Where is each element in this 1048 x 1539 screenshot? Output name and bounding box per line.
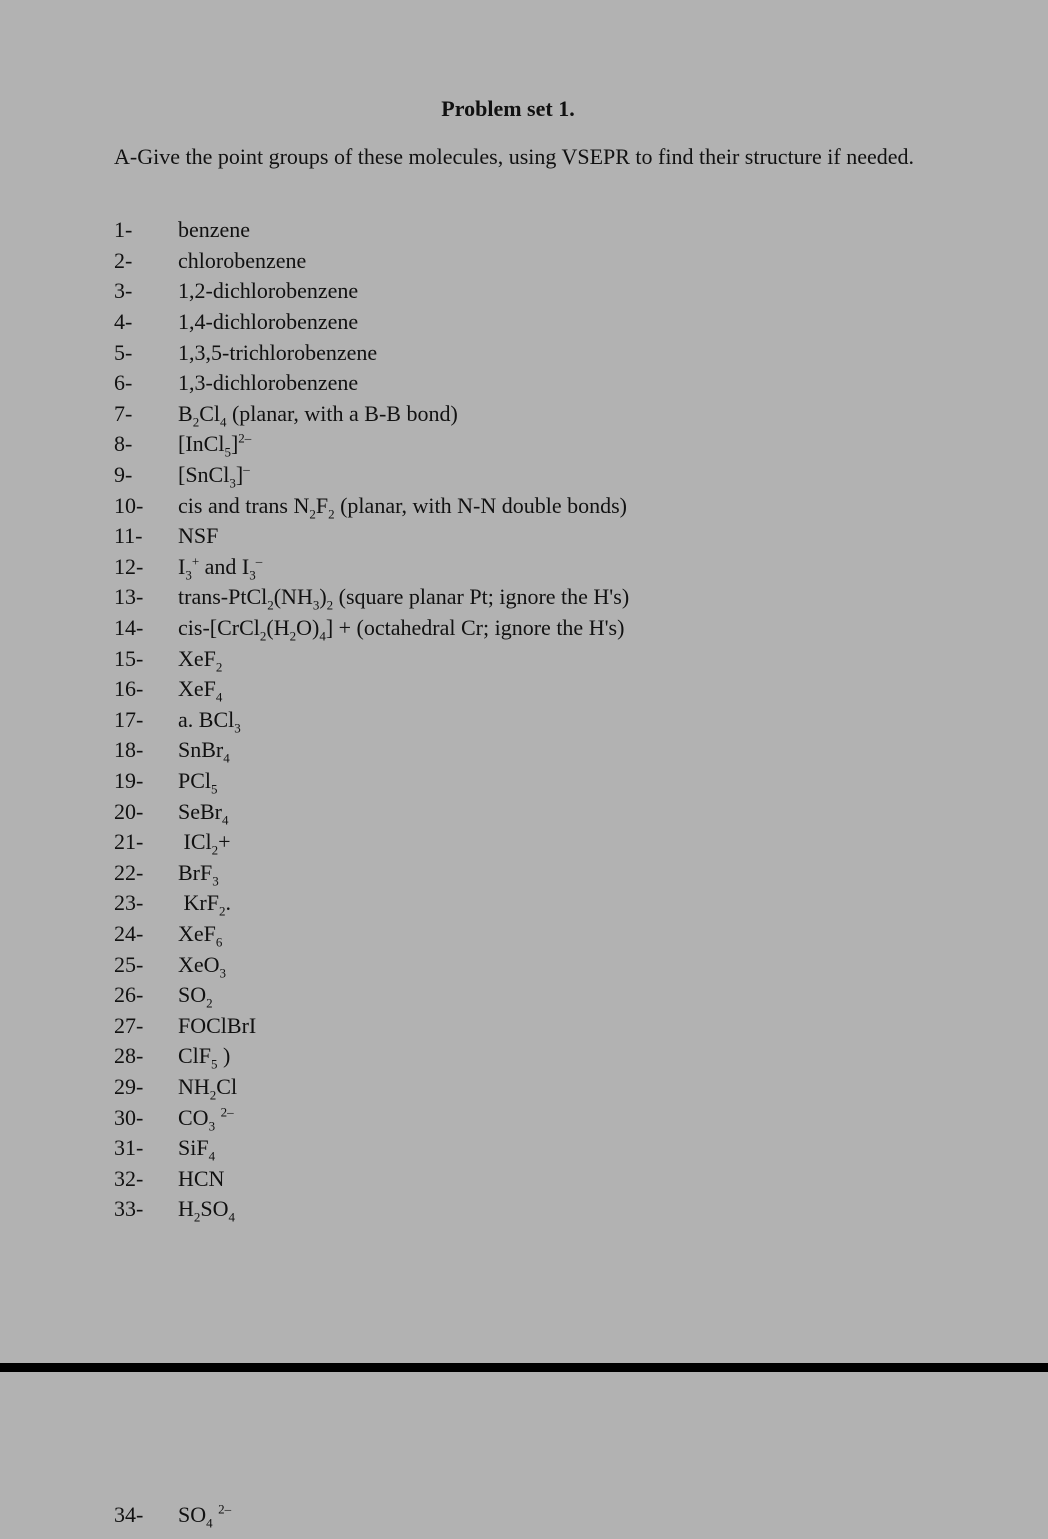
item-number: 19- (114, 767, 144, 793)
item-formula: trans-$PtCl_2(NH_3)_2$ (square planar Pt; ignore the H's) (178, 584, 630, 613)
molecule-list-continued (114, 1500, 974, 1531)
item-number: 34- (114, 1502, 144, 1528)
list-item (114, 1102, 974, 1133)
item-number: 11- (114, 523, 143, 549)
list-item (114, 307, 974, 338)
item-formula: PCl$_5$ (178, 767, 218, 797)
item-formula: $CO_3$ $^{2-}$ (178, 1104, 234, 1133)
item-formula: 1,2-dichlorobenzene (178, 278, 359, 304)
item-number: 10- (114, 492, 144, 518)
item-formula: chlorobenzene (178, 247, 307, 273)
item-formula: 1,3-dichlorobenzene (178, 370, 359, 396)
item-number: 16- (114, 676, 144, 702)
list-item (114, 1500, 974, 1531)
item-number: 15- (114, 645, 144, 671)
item-formula: ClF$_5$ ) (178, 1043, 231, 1072)
item-number: 8- (114, 431, 133, 457)
list-item (114, 1010, 974, 1041)
item-number: 24- (114, 920, 144, 946)
item-formula: 1,3,5-trichlorobenzene (178, 339, 378, 365)
item-number: 33- (114, 1196, 144, 1222)
item-number: 28- (114, 1043, 144, 1069)
list-item (114, 246, 974, 277)
list-item (114, 460, 974, 491)
item-formula: a. BCl$_3$ (178, 706, 241, 736)
item-formula: benzene (178, 217, 251, 243)
list-item (114, 888, 974, 919)
item-number: 3- (114, 278, 133, 304)
list-item (114, 674, 974, 705)
list-item (114, 857, 974, 888)
item-formula: cis and trans $N_2F_2$ (planar, with N-N double bonds) (178, 492, 628, 522)
item-number: 12- (114, 553, 144, 579)
item-number: 31- (114, 1135, 144, 1161)
item-formula: KrF$_2$. (178, 890, 231, 919)
list-item (114, 796, 974, 827)
list-item (114, 368, 974, 399)
item-number: 1- (114, 217, 133, 243)
list-item (114, 521, 974, 552)
list-item (114, 919, 974, 950)
item-number: 4- (114, 309, 133, 335)
list-item (114, 399, 974, 430)
item-formula: SnBr$_4$ (178, 737, 230, 766)
item-number: 29- (114, 1073, 144, 1099)
item-number: 20- (114, 798, 144, 824)
list-item (114, 1041, 974, 1072)
list-item (114, 643, 974, 674)
item-number: 14- (114, 615, 144, 641)
page-divider (0, 1363, 1048, 1372)
item-formula: XeF$_6$ (178, 920, 223, 950)
item-formula: cis-$[CrCl_2(H_2O)_4]$ + (octahedral Cr; ignore the H's) (178, 615, 625, 644)
list-item (114, 276, 974, 307)
item-number: 13- (114, 584, 144, 610)
item-number: 17- (114, 706, 144, 732)
list-item (114, 552, 974, 583)
item-number: 6- (114, 370, 133, 396)
molecule-list (114, 215, 974, 1225)
list-item (114, 766, 974, 797)
item-number: 5- (114, 339, 133, 365)
item-number: 27- (114, 1012, 144, 1038)
item-formula: XeF$_2$ (178, 645, 223, 674)
item-formula: $SO_2$ (178, 982, 213, 1011)
item-formula: FOClBrI (178, 1012, 257, 1038)
list-item (114, 215, 974, 246)
item-formula: $H_2SO_4$ (178, 1196, 236, 1225)
list-item (114, 1072, 974, 1103)
item-number: 30- (114, 1104, 144, 1130)
list-item (114, 1194, 974, 1225)
item-formula: [InCl$_5$]$^{2-}$ (178, 431, 252, 460)
list-item (114, 735, 974, 766)
item-number: 9- (114, 462, 133, 488)
item-formula: $B_2Cl_4$ (planar, with a B-B bond) (178, 400, 458, 430)
item-formula: XeO$_3$ (178, 951, 227, 980)
item-formula: SiF$_4$ (178, 1135, 216, 1164)
item-formula: $SO_4$ $^{2-}$ (178, 1501, 232, 1531)
list-item (114, 1133, 974, 1164)
item-number: 26- (114, 982, 144, 1008)
item-number: 32- (114, 1165, 144, 1191)
item-formula: XeF$_4$ (178, 676, 223, 705)
item-number: 21- (114, 829, 144, 855)
item-formula: ICl$_2$+ (178, 829, 231, 858)
item-formula: HCN (178, 1165, 225, 1191)
item-number: 25- (114, 951, 144, 977)
list-item (114, 705, 974, 736)
list-item (114, 337, 974, 368)
instructions-text: A-Give the point groups of these molecules, using VSEPR to find their structure if needed. (114, 144, 915, 169)
list-item (114, 949, 974, 980)
item-number: 18- (114, 737, 144, 763)
item-number: 23- (114, 890, 144, 916)
page-title: Problem set 1. (441, 96, 575, 121)
list-item (114, 429, 974, 460)
item-formula: $NH_2Cl$ (178, 1073, 238, 1103)
item-number: 22- (114, 859, 144, 885)
list-item (114, 582, 974, 613)
item-formula: NSF (178, 523, 219, 549)
list-item (114, 1163, 974, 1194)
item-formula: BrF$_3$ (178, 859, 219, 889)
item-formula: 1,4-dichlorobenzene (178, 309, 359, 335)
item-number: 7- (114, 400, 133, 426)
list-item (114, 827, 974, 858)
list-item (114, 613, 974, 644)
item-formula: [SnCl$_3$]– (178, 461, 250, 491)
item-formula: SeBr$_4$ (178, 798, 229, 827)
list-item (114, 980, 974, 1011)
list-item (114, 490, 974, 521)
item-formula: $I_3^+$ and $I_3^-$ (178, 553, 263, 583)
item-number: 2- (114, 247, 133, 273)
